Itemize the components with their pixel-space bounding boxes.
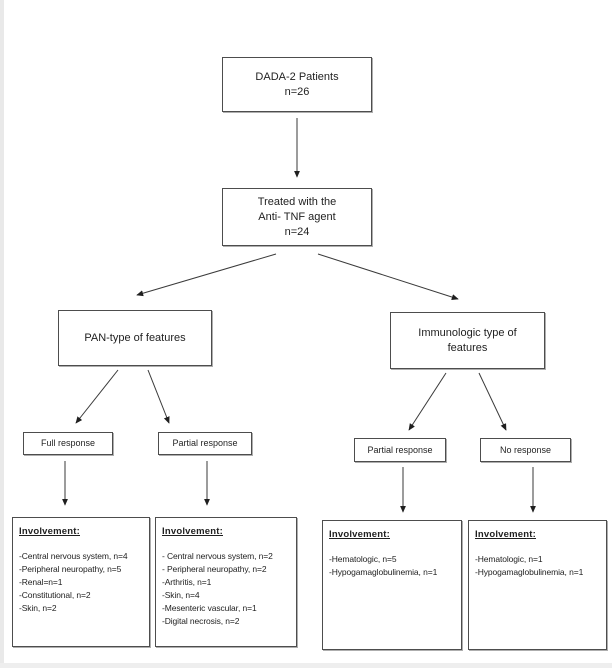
node-partial-response-immunologic (354, 438, 446, 462)
involvement-item: -Hematologic, n=5 (329, 554, 397, 564)
arrow-immunologic-to-partial-response (409, 373, 446, 430)
involvement-item: -Arthritis, n=1 (162, 577, 212, 587)
arrow-pan-to-full-response (76, 370, 118, 423)
involvement-heading: Involvement: (162, 526, 223, 537)
node-text-line: Immunologic type of (418, 326, 517, 339)
involvement-box-partial-response-immunologic (322, 520, 462, 650)
node-pan-type-features (58, 310, 212, 366)
arrow-pan-to-partial-response (148, 370, 169, 423)
involvement-item: -Renal=n=1 (19, 577, 63, 587)
involvement-item: -Hypogamaglobulinemia, n=1 (475, 567, 584, 577)
node-count: n=26 (284, 85, 310, 98)
involvement-box-no-response (468, 520, 607, 650)
involvement-box-partial-response-pan (155, 517, 297, 647)
node-text-line: Full response (40, 438, 96, 448)
page-left-edge (0, 0, 4, 668)
node-text-line: Treated with the (257, 195, 337, 208)
involvement-item: - Central nervous system, n=2 (162, 551, 273, 561)
involvement-heading: Involvement: (19, 526, 80, 537)
node-partial-response-pan (158, 432, 252, 455)
arrow-treated-to-pan (137, 254, 276, 295)
involvement-item: -Hypogamaglobulinemia, n=1 (329, 567, 438, 577)
involvement-item: -Hematologic, n=1 (475, 554, 543, 564)
page-bottom-edge (0, 663, 612, 668)
node-immunologic-type-features (390, 312, 545, 369)
involvement-item: - Peripheral neuropathy, n=2 (162, 564, 267, 574)
involvement-item: -Central nervous system, n=4 (19, 551, 128, 561)
node-no-response (480, 438, 571, 462)
involvement-item: -Mesenteric vascular, n=1 (162, 603, 257, 613)
node-text-line: features (447, 341, 488, 354)
involvement-item: -Skin, n=4 (162, 590, 200, 600)
node-text-line: Anti- TNF agent (258, 210, 336, 223)
arrow-immunologic-to-no-response (479, 373, 506, 430)
node-full-response (23, 432, 113, 455)
node-text-line: Partial response (172, 438, 238, 448)
node-text-line: No response (499, 444, 552, 455)
involvement-item: -Peripheral neuropathy, n=5 (19, 564, 122, 574)
arrow-treated-to-immunologic (318, 254, 458, 299)
node-text-line: DADA-2 Patients (255, 70, 339, 83)
involvement-box-full-response (12, 517, 150, 647)
node-count: n=24 (284, 225, 310, 238)
node-dada2-patients (222, 57, 372, 112)
involvement-item: -Digital necrosis, n=2 (162, 616, 240, 626)
node-treated-anti-tnf (222, 188, 372, 246)
node-text-line: Partial response (367, 444, 433, 455)
involvement-heading: Involvement: (329, 529, 390, 540)
involvement-item: -Skin, n=2 (19, 603, 57, 613)
involvement-heading: Involvement: (475, 529, 536, 540)
node-text-line: PAN-type of features (84, 331, 186, 344)
involvement-item: -Constitutional, n=2 (19, 590, 91, 600)
